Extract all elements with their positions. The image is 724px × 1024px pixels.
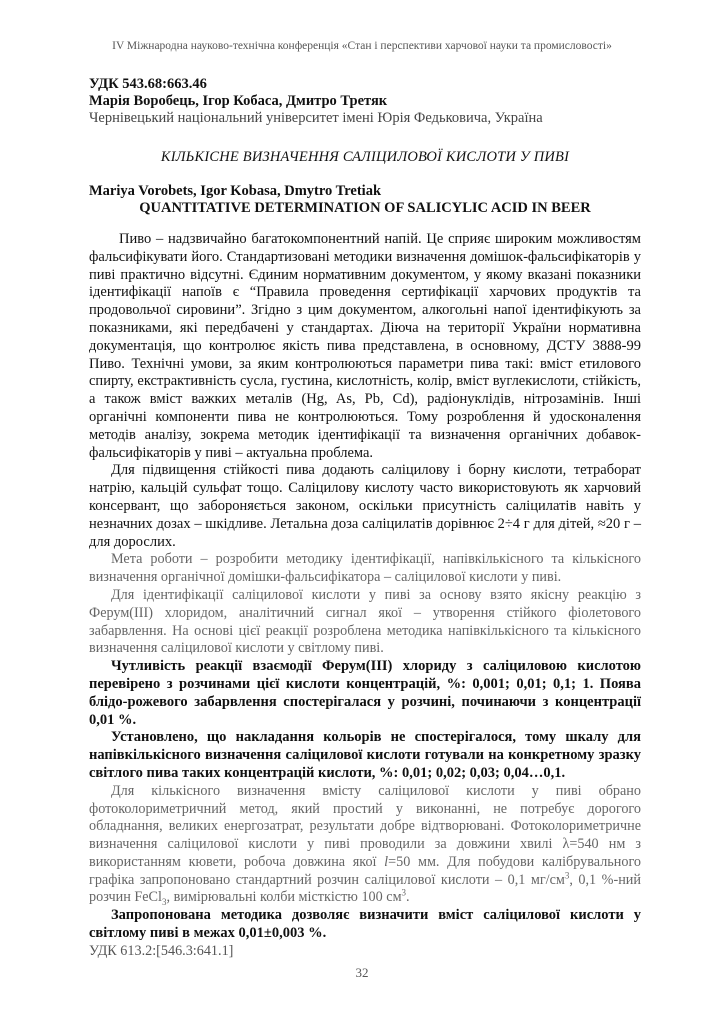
paragraph-scale: Установлено, що накладання кольорів не спостерігалося, тому шкалу для напівкількісного визначення саліцилової кислоти готували на конкретному зразку світлого пива таких концентрацій кислоти, %: 0,01; 0,02; 0,03; 0,04…0,1.: [89, 729, 641, 781]
paragraph-conclusion: Запропонована методика дозволяє визначити вміст саліцилової кислоти у світлому пиві в межах 0,01±0,003 %.: [89, 907, 641, 942]
next-article-udk: УДК 613.2:[546.3:641.1]: [89, 942, 234, 959]
paragraph-aim: Мета роботи – розробити методику ідентифікації, напівкількісного та кількісного визначення органічної домішки-фальсифікатора – саліцилової кислоти у пиві.: [89, 551, 641, 586]
article-body: [89, 76, 641, 960]
paragraph-additives: Для підвищення стійкості пива додають саліцилову і борну кислоти, тетраборат натрію, кальцій сульфат тощо. Саліцилову кислоту часто використовують як харчовий консервант, що забороняється законом, оскільки присутність саліцилатів навіть у незначних дозах – шкідливе. Летальна доза саліцилатів дорівнює 2÷4 г для дітей, ≈20 г – для дорослих.: [89, 462, 641, 550]
paragraph-identification: Для ідентифікації саліцилової кислоти у пиві за основу взято якісну реакцію з Ферум(III) хлоридом, аналітичний сигнал якої – утворення стійкого фіолетового забарвлення. На основі цієї реакції розроблена методика напівкількісного та кількісного визначення саліцилової кислоти у світлому пиві.: [89, 586, 641, 657]
paragraph-photocolorimetry: Для кількісного визначення вмісту саліцилової кислоти у пиві обрано фотоколориметричний метод, який простий у виконанні, не потребує дорогого обладнання, великих енергозатрат, результати добре відтворювані. Фотоколориметричне визначення саліцилової кислоти у пиві проводили за довжини хвилі λ=540 нм з використанням кювети, робоча довжина якої l=50 мм. Для побудови калібрувального графіка запропоновано стандартний розчин саліцилової кислоти – 0,1 $мг/см^3$, 0,1 %-ний розчин FeCl$_3$, вимірювальні колби місткістю 100 $см^3$.: [89, 782, 642, 908]
authors-ukrainian: Марія Воробець, Ігор Кобаса, Дмитро Третяк: [89, 93, 388, 109]
title-english: QUANTITATIVE DETERMINATION OF SALICYLIC ACID IN BEER: [139, 200, 591, 216]
conference-header: IV Міжнародна науково-технічна конференція «Стан і перспективи харчової науки та промисловості»: [112, 40, 612, 52]
affiliation: Чернівецький національний університет імені Юрія Федьковича, Україна: [89, 110, 543, 126]
paragraph-sensitivity: Чутливість реакції взаємодії Ферум(III) хлориду з саліциловою кислотою перевірено з розчинами цієї кислоти концентрацій, %: 0,001; 0,01; 0,1; 1. Поява блідо-рожевого забарвлення спостерігалася у розчині, починаючи з концентрації 0,01 %.: [89, 658, 641, 728]
page-number: 32: [355, 965, 369, 980]
title-ukrainian: КІЛЬКІСНЕ ВИЗНАЧЕННЯ САЛІЦИЛОВОЇ КИСЛОТИ У ПИВІ: [160, 149, 570, 165]
udk-code: УДК 543.68:663.46: [89, 76, 207, 92]
paragraph-intro: Пиво – надзвичайно багатокомпонентний напій. Це сприяє широким можливостям фальсифікувати його. Стандартизовані методики визначення домішок-фальсифікаторів у пиві практично відсутні. Єдиним нормативним документом, у якому вказані показники ідентифікації напоїв є “Правила проведення сертифікації харчових продуктів та продовольчої сировини”. Згідно з цим документом, алкогольні напої ідентифікують за показниками, які передбачені у стандартах. Діюча на території України нормативна документація, що контролює якість пива представлена, в основному, ДСТУ 3888-99 Пиво. Технічні умови, за яким контролюються параметри пива такі: вміст етилового спирту, екстрактивність сусла, густина, кислотність, колір, вміст вуглекислоти, стійкість, а також вміст важких металів (Hg, As, Pb, Cd), радіонуклідів, нітрозамінів. Інші органічні компоненти пива не контролюються. Тому розроблення й удосконалення методів аналізу, зокрема методик ідентифікації та визначення органічних добавок-фальсифікаторів у пиві – актуальна проблема.: [89, 231, 641, 461]
authors-english: Mariya Vorobets, Igor Kobasa, Dmytro Tretiak: [89, 183, 382, 199]
